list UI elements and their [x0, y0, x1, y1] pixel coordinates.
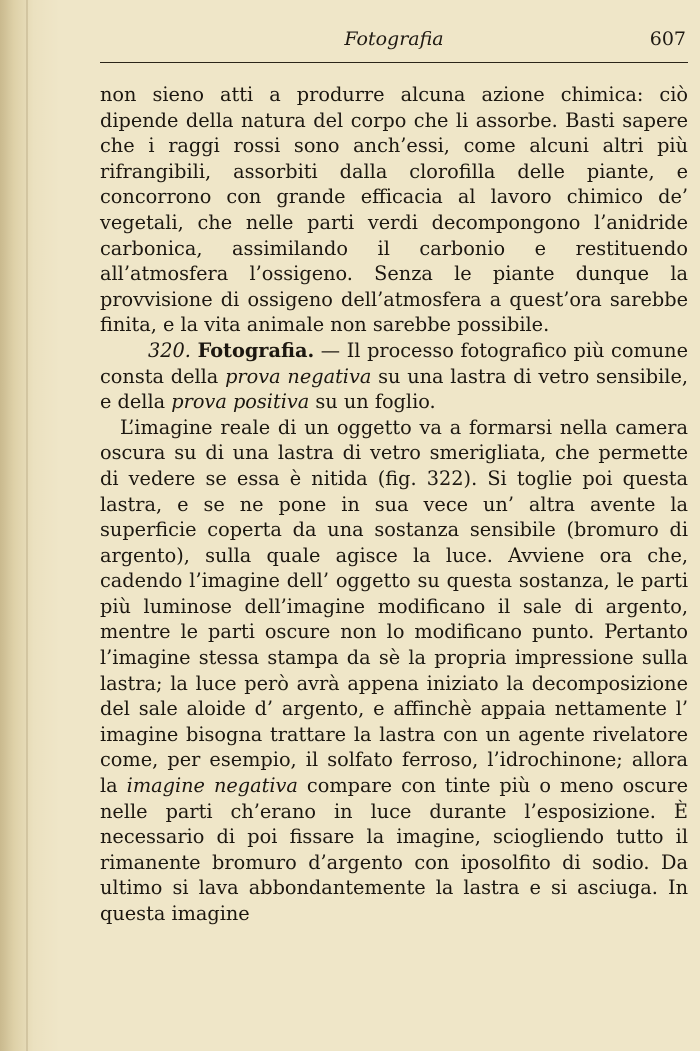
section-title: Fotografia.: [197, 338, 315, 362]
section-number: 320.: [148, 338, 191, 362]
running-title: Fotografia: [344, 28, 444, 50]
header-rule: [100, 62, 688, 63]
paragraph-continuation: non sieno atti a produrre alcuna azione chimica: ciò dipende della natura del corpo che li assorbe. Basti sapere che i raggi rossi sono anch’essi, come alcuni altri più rifrangibili, assorbiti dalla clorofilla delle piante, e concorrono con grande efficacia al lavoro chimico de’ vegetali, che nelle parti verdi decompongono l’anidride carbonica, assimilando il carbonio e restituendo all’atmosfera l’ossigeno. Senza le piante dunque la provvisione di ossigeno dell’atmosfera a quest’ora sarebbe finita, e la vita animale non sarebbe possibile.: [100, 83, 688, 337]
paragraph-text: su una lastra di vetro sensibile, e della: [100, 364, 688, 414]
page-number: 607: [649, 28, 686, 50]
body-text: [100, 82, 688, 927]
paragraph-section-320: [100, 338, 688, 415]
paragraph-imagine: [100, 415, 688, 927]
paragraph-text: su un foglio.: [309, 390, 436, 414]
paragraph-text: — Il processo fotografico più comune consta della: [100, 338, 688, 388]
italic-term: prova positiva: [171, 390, 310, 414]
binding-gutter: [26, 0, 28, 1051]
paragraph-text: L’imagine reale di un oggetto va a formarsi nella camera oscura su di una lastra di vetro smerigliata, che permette di vedere se essa è nitida (fig. 322). Si toglie poi questa lastra, e se ne pone in sua vece un’ altra avente la superficie coperta da una sostanza sensibile (bromuro di argento), sulla quale agisce la luce. Avviene ora che, cadendo l’imagine dell’ oggetto su questa sostanza, le parti più luminose dell’imagine modificano il sale di argento, mentre le parti oscure non lo modificano punto. Pertanto l’imagine stessa stampa da sè la propria impressione sulla lastra; la luce però avrà appena iniziato la decomposizione del sale aloide d’ argento, e affinchè appaia nettamente l’ imagine bisogna trattare la lastra con un agente rivelatore come, per esempio, il solfato ferroso, l’idrochinone; allora la: [100, 415, 688, 798]
page-header: [100, 26, 688, 56]
italic-term: imagine negativa: [126, 774, 298, 798]
italic-term: prova negativa: [225, 364, 372, 388]
paragraph-text: compare con tinte più o meno oscure nelle parti ch’erano in luce durante l’esposizione. È necessario di poi fissare la imagine, sciogliendo tutto il rimanente bromuro d’argento con iposolfito di sodio. Da ultimo si lava abbondantemente la lastra e si asciuga. In questa imagine: [100, 774, 689, 925]
